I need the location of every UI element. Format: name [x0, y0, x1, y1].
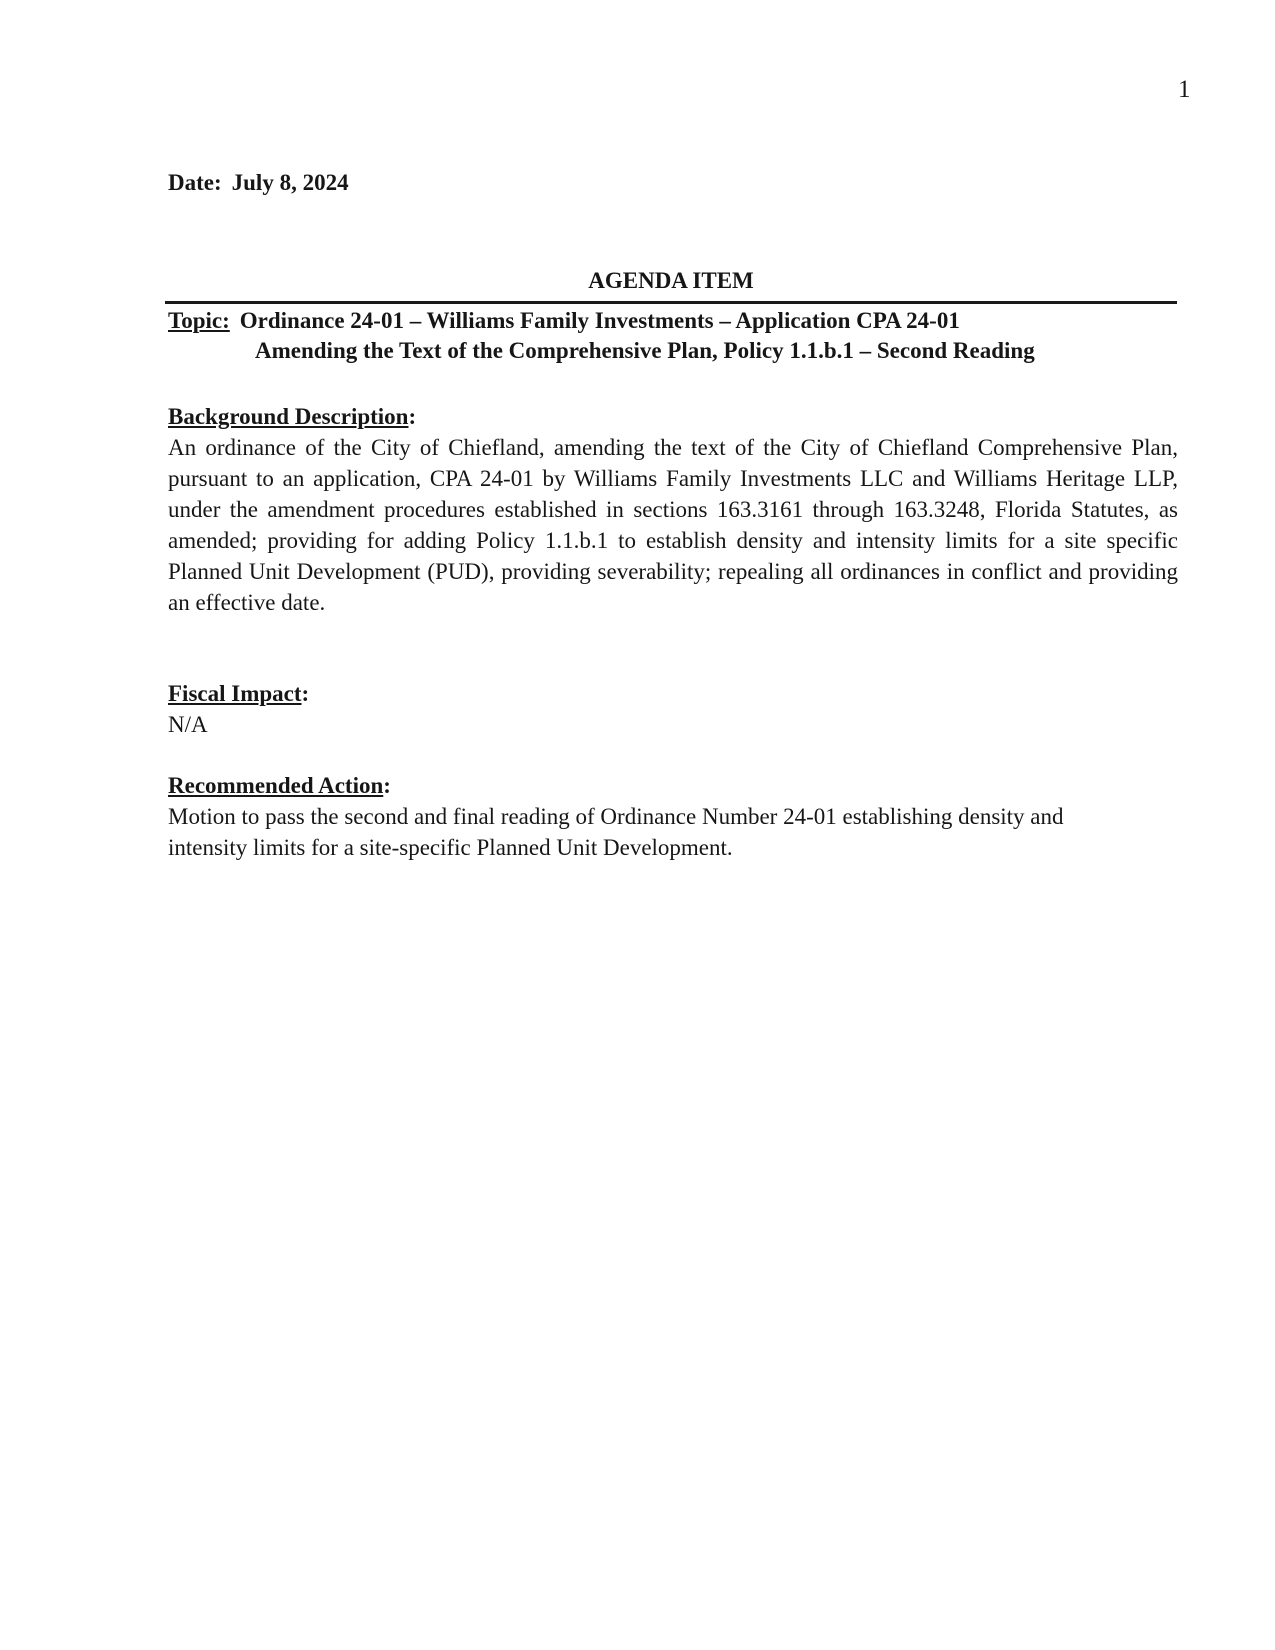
- date-label: Date:: [168, 170, 222, 195]
- recommended-action-heading-text: Recommended Action: [168, 773, 384, 798]
- recommended-action-body: Motion to pass the second and final reading of Ordinance Number 24-01 establishing density and intensity limits for a site-specific Planned Unit Development.: [168, 804, 1064, 860]
- topic-text-line-1: Ordinance 24-01 – Williams Family Investments – Application CPA 24-01: [239, 308, 960, 333]
- page-number: 1: [1178, 76, 1191, 103]
- topic-line-1: [168, 306, 1178, 336]
- agenda-item-heading: AGENDA ITEM: [588, 268, 754, 293]
- heading-rule: [165, 301, 1177, 304]
- background-heading: Background Description:: [168, 404, 417, 429]
- fiscal-impact-body: N/A: [168, 712, 208, 737]
- background-section: [168, 401, 1178, 618]
- topic-text-line-2: Amending the Text of the Comprehensive Plan, Policy 1.1.b.1 – Second Reading: [255, 338, 1035, 363]
- recommended-action-section: [168, 770, 1178, 863]
- fiscal-impact-heading: Fiscal Impact:: [168, 681, 310, 706]
- recommended-action-heading: Recommended Action:: [168, 773, 391, 798]
- background-body: An ordinance of the City of Chiefland, amending the text of the City of Chiefland Comprehensive Plan, pursuant to an application, CPA 24-01 by Williams Family Investments LLC and Williams Heritage LLP, under the amendment procedures established in sections 163.3161 through 163.3248, Florida Statutes, as amended; providing for adding Policy 1.1.b.1 to establish density and intensity limits for a site specific Planned Unit Development (PUD), providing severability; repealing all ordinances in conflict and providing an effective date.: [168, 435, 1178, 615]
- fiscal-impact-heading-text: Fiscal Impact: [168, 681, 302, 706]
- fiscal-impact-section: [168, 678, 1178, 740]
- background-heading-text: Background Description: [168, 404, 409, 429]
- date-line: [168, 170, 349, 196]
- topic-block: [168, 306, 1178, 366]
- topic-label: Topic:: [168, 308, 230, 333]
- date-value: July 8, 2024: [231, 170, 349, 195]
